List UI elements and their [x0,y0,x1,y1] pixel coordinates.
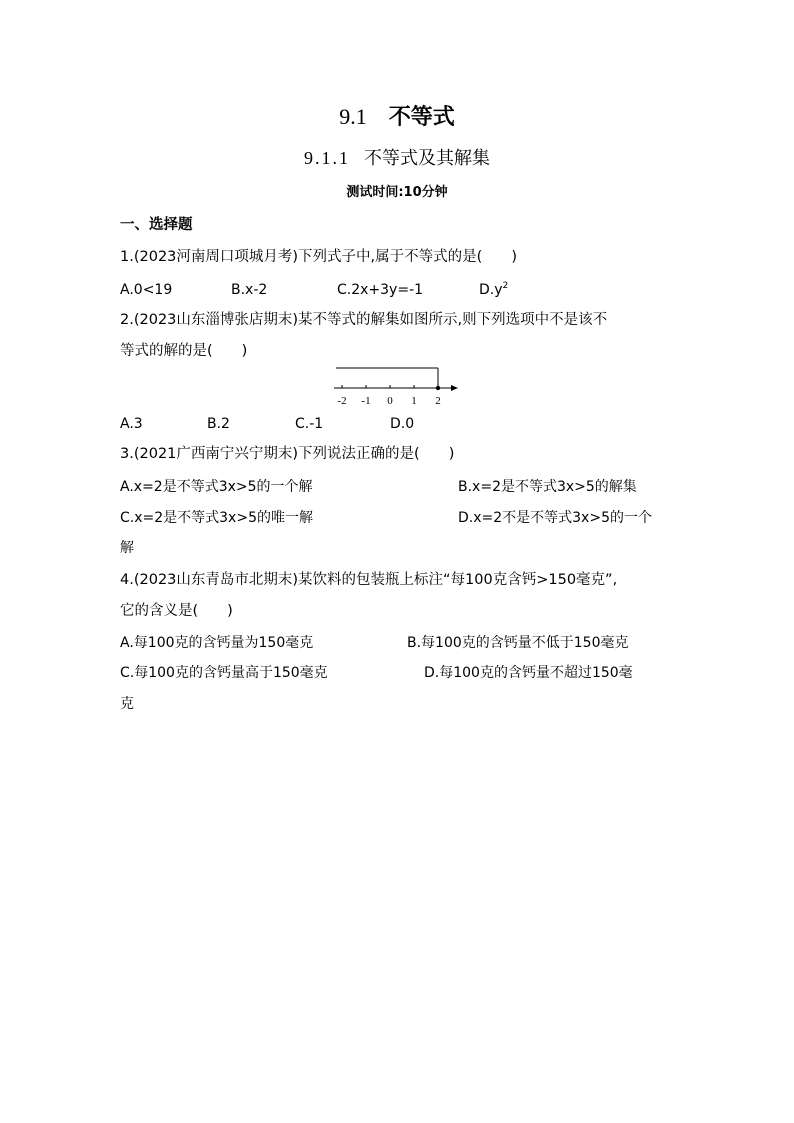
title-text: 不等式 [388,105,455,130]
tick-label: -2 [337,395,347,407]
subtitle-text: 不等式及其解集 [364,148,490,169]
solid-endpoint-dot [436,386,440,390]
question-1-option-a: A.0<19 [120,282,173,298]
tick-label: 2 [435,395,441,407]
question-4-option-c: C.每100克的含钙量高于150毫克 [120,665,328,681]
question-2-stem-line-2: 等式的解的是( ) [120,343,248,359]
question-3-option-b: B.x=2是不等式3x>5的解集 [458,479,637,495]
test-time: 测试时间:10分钟 [346,185,448,200]
question-1-option-d [479,283,508,297]
question-4-option-b: B.每100克的含钙量不低于150毫克 [407,635,629,651]
axis-arrow-icon [451,385,458,391]
tick-label: 1 [411,395,417,407]
question-4-option-a: A.每100克的含钙量为150毫克 [120,635,314,651]
option-d-exponent: 2 [502,281,509,291]
question-2-option-b: B.2 [207,416,230,432]
question-2-option-c: C.-1 [295,416,324,432]
question-1-option-b: B.x-2 [231,282,268,298]
question-4-stem-line-1: 4.(2023山东青岛市北期末)某饮料的包装瓶上标注“每100克含钙>150毫克”, [120,572,618,588]
question-3-option-a: A.x=2是不等式3x>5的一个解 [120,479,313,495]
option-d-base: D.y [479,282,503,298]
question-2-option-d: D.0 [390,416,415,432]
question-3-option-d-wrap: 解 [120,540,134,556]
subtitle-number: 9.1.1 [304,148,350,168]
question-4-option-d: D.每100克的含钙量不超过150毫 [424,665,633,681]
number-line-figure [330,362,460,408]
question-2-option-a: A.3 [120,416,143,432]
question-1-option-c: C.2x+3y=-1 [337,282,424,298]
question-3-option-c: C.x=2是不等式3x>5的唯一解 [120,510,313,526]
tick-label: 0 [387,395,393,407]
question-4-stem-line-2: 它的含义是( ) [120,603,233,619]
question-4-option-d-wrap: 克 [120,696,134,712]
question-3-option-d: D.x=2不是不等式3x>5的一个 [458,510,652,526]
section-heading: 一、选择题 [120,217,193,233]
tick-label: -1 [361,395,371,407]
question-3-stem: 3.(2021广西南宁兴宁期末)下列说法正确的是( ) [120,446,455,462]
title-number: 9.1 [339,104,367,129]
page-title [0,106,794,129]
question-2-stem-line-1: 2.(2023山东淄博张店期末)某不等式的解集如图所示,则下列选项中不是该不 [120,312,608,328]
question-1-stem: 1.(2023河南周口项城月考)下列式子中,属于不等式的是( ) [120,249,517,265]
page-subtitle [0,149,794,168]
